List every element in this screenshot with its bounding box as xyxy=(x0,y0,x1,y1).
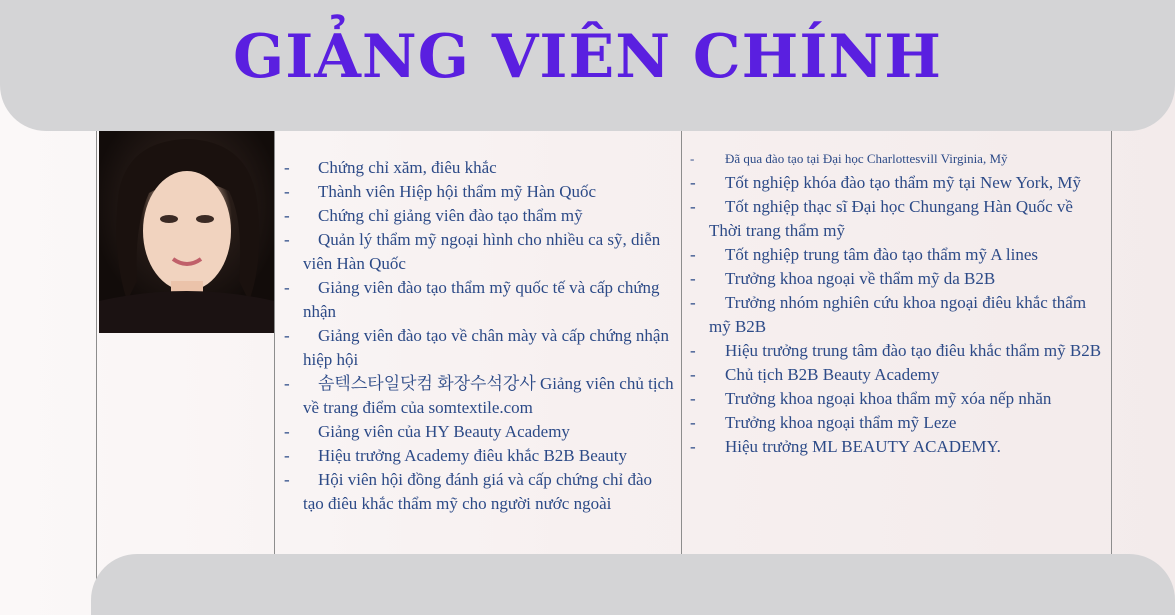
list-item: - Hiệu trưởng trung tâm đào tạo điêu khắc thẩm mỹ B2B xyxy=(690,339,1105,363)
list-item: - 솜텍스타일닷컴 화장수석강사 Giảng viên chủ tịch về trang điểm của somtextile.com xyxy=(284,372,674,420)
list-item: - Tốt nghiệp trung tâm đào tạo thẩm mỹ A lines xyxy=(690,243,1105,267)
list-item: - Hội viên hội đồng đánh giá và cấp chứng chỉ đào tạo điêu khắc thẩm mỹ cho người nước ngoài xyxy=(284,468,674,516)
footer-band xyxy=(91,554,1175,615)
list-item: - Tốt nghiệp khóa đào tạo thẩm mỹ tại New York, Mỹ xyxy=(690,171,1105,195)
list-item: - Giảng viên đào tạo thẩm mỹ quốc tế và cấp chứng nhận xyxy=(284,276,674,324)
list-item: - Giảng viên của HY Beauty Academy xyxy=(284,420,674,444)
list-item: - Đã qua đào tạo tại Đại học Charlottesvill Virginia, Mỹ xyxy=(690,147,1105,171)
list-item: - Trưởng khoa ngoại thẩm mỹ Leze xyxy=(690,411,1105,435)
list-item: - Chủ tịch B2B Beauty Academy xyxy=(690,363,1105,387)
divider-middle xyxy=(681,131,682,554)
list-item: - Hiệu trưởng ML BEAUTY ACADEMY. xyxy=(690,435,1105,459)
list-item: - Trưởng nhóm nghiên cứu khoa ngoại điêu khắc thẩm mỹ B2B xyxy=(690,291,1105,339)
divider-right xyxy=(1111,131,1112,554)
divider-left xyxy=(96,131,97,615)
list-item: - Giảng viên đào tạo về chân mày và cấp chứng nhận hiệp hội xyxy=(284,324,674,372)
list-item: - Trưởng khoa ngoại về thẩm mỹ da B2B xyxy=(690,267,1105,291)
list-item: - Trưởng khoa ngoại khoa thẩm mỹ xóa nếp nhăn xyxy=(690,387,1105,411)
list-item: - Chứng chỉ giảng viên đào tạo thẩm mỹ xyxy=(284,204,674,228)
list-item: - Thành viên Hiệp hội thẩm mỹ Hàn Quốc xyxy=(284,180,674,204)
page-title: GIẢNG VIÊN CHÍNH xyxy=(233,22,942,92)
qualifications-left xyxy=(284,156,674,516)
qualifications-right xyxy=(690,147,1105,459)
list-item: - Quản lý thẩm mỹ ngoại hình cho nhiều ca sỹ, diễn viên Hàn Quốc xyxy=(284,228,674,276)
list-item: - Chứng chỉ xăm, điêu khắc xyxy=(284,156,674,180)
instructor-photo xyxy=(99,131,274,333)
list-item: - Tốt nghiệp thạc sĩ Đại học Chungang Hàn Quốc về Thời trang thẩm mỹ xyxy=(690,195,1105,243)
list-item: - Hiệu trưởng Academy điêu khắc B2B Beauty xyxy=(284,444,674,468)
divider-photo xyxy=(274,131,275,554)
